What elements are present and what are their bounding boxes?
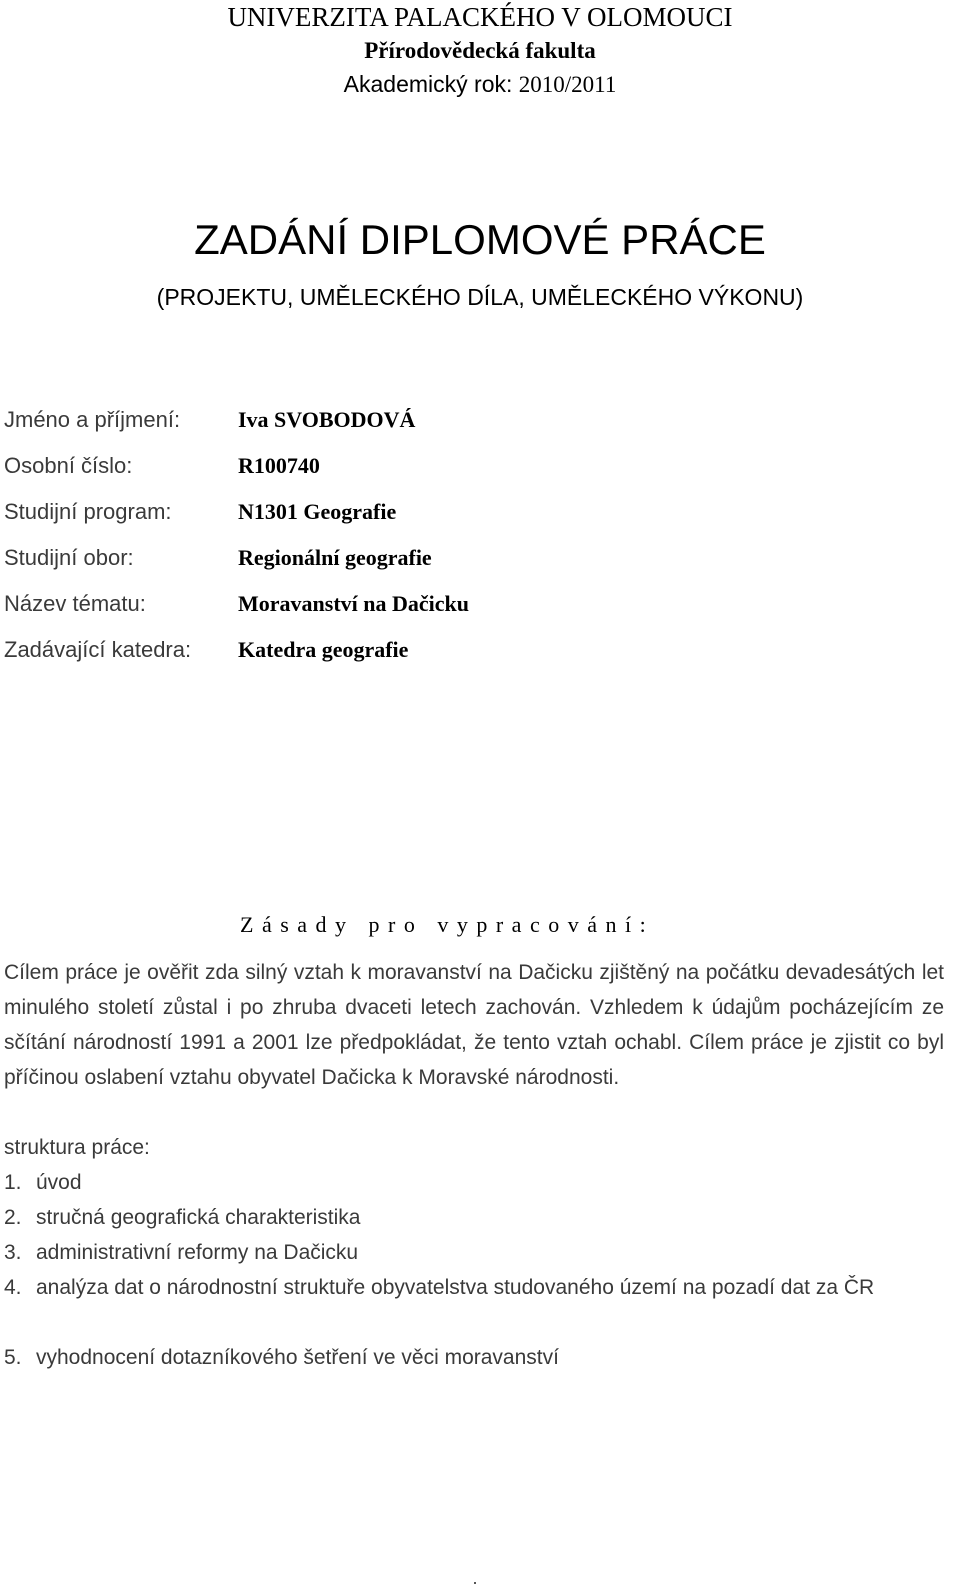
- footer-mark: [474, 1582, 476, 1584]
- info-label: Studijní obor:: [4, 545, 134, 570]
- list-item-number: 3.: [4, 1241, 22, 1264]
- list-item-number: 4.: [4, 1276, 22, 1299]
- faculty-name: Přírodovědecká fakulta: [364, 38, 596, 63]
- document-subtitle: (PROJEKTU, UMĚLECKÉHO DÍLA, UMĚLECKÉHO VÝKONU): [156, 284, 804, 310]
- university-name: UNIVERZITA PALACKÉHO V OLOMOUCI: [227, 2, 733, 32]
- info-row-topic: [4, 591, 944, 621]
- info-value: N1301 Geografie: [238, 499, 397, 524]
- info-value: Iva SVOBODOVÁ: [238, 407, 416, 432]
- info-label: Osobní číslo:: [4, 453, 133, 478]
- info-label: Studijní program:: [4, 499, 172, 524]
- list-item-number: 5.: [4, 1346, 22, 1369]
- principles-paragraph: Cílem práce je ověřit zda silný vztah k moravanství na Dačicku zjištěný na počátku devadesátých let minulého století zůstal i po zhruba dvaceti letech zachován. Vzhledem k údajům pocházejícím ze sčítání národností 1991 a 2001 lze předpokládat, že tento vztah ochabl. Cílem práce je zjistit co byl příčinou oslabení vztahu obyvatel Dačicka k Moravské národnosti.: [4, 961, 944, 1089]
- info-row-study-program: [4, 499, 944, 529]
- academic-year: [0, 71, 960, 98]
- list-item-text: analýza dat o národnostní struktuře obyvatelstva studovaného území na pozadí dat za ČR: [36, 1276, 875, 1299]
- info-row-study-field: [4, 545, 944, 575]
- info-label: Jméno a příjmení:: [4, 407, 181, 432]
- info-value: R100740: [238, 453, 320, 478]
- structure-heading: struktura práce:: [4, 1136, 150, 1159]
- list-item-number: 2.: [4, 1206, 22, 1229]
- list-item-text: vyhodnocení dotazníkového šetření ve věci moravanství: [36, 1346, 559, 1369]
- info-value: Moravanství na Dačicku: [238, 591, 469, 616]
- document-title: ZADÁNÍ DIPLOMOVÉ PRÁCE: [194, 216, 766, 263]
- info-value: Katedra geografie: [238, 637, 409, 662]
- info-label: Název tématu:: [4, 591, 146, 616]
- list-item-text: úvod: [36, 1171, 82, 1194]
- info-row-department: [4, 637, 944, 667]
- principles-heading: Zásady pro vypracování:: [240, 912, 655, 937]
- info-row-name: [4, 407, 944, 437]
- info-label: Zadávající katedra:: [4, 637, 192, 662]
- info-row-personal-number: [4, 453, 944, 483]
- academic-year-value: 2010/2011: [518, 72, 617, 97]
- academic-year-label: Akademický rok:: [343, 71, 519, 97]
- info-value: Regionální geografie: [238, 545, 432, 570]
- list-item-text: administrativní reformy na Dačicku: [36, 1241, 359, 1264]
- list-item-text: stručná geografická charakteristika: [36, 1206, 361, 1229]
- list-item-number: 1.: [4, 1171, 22, 1194]
